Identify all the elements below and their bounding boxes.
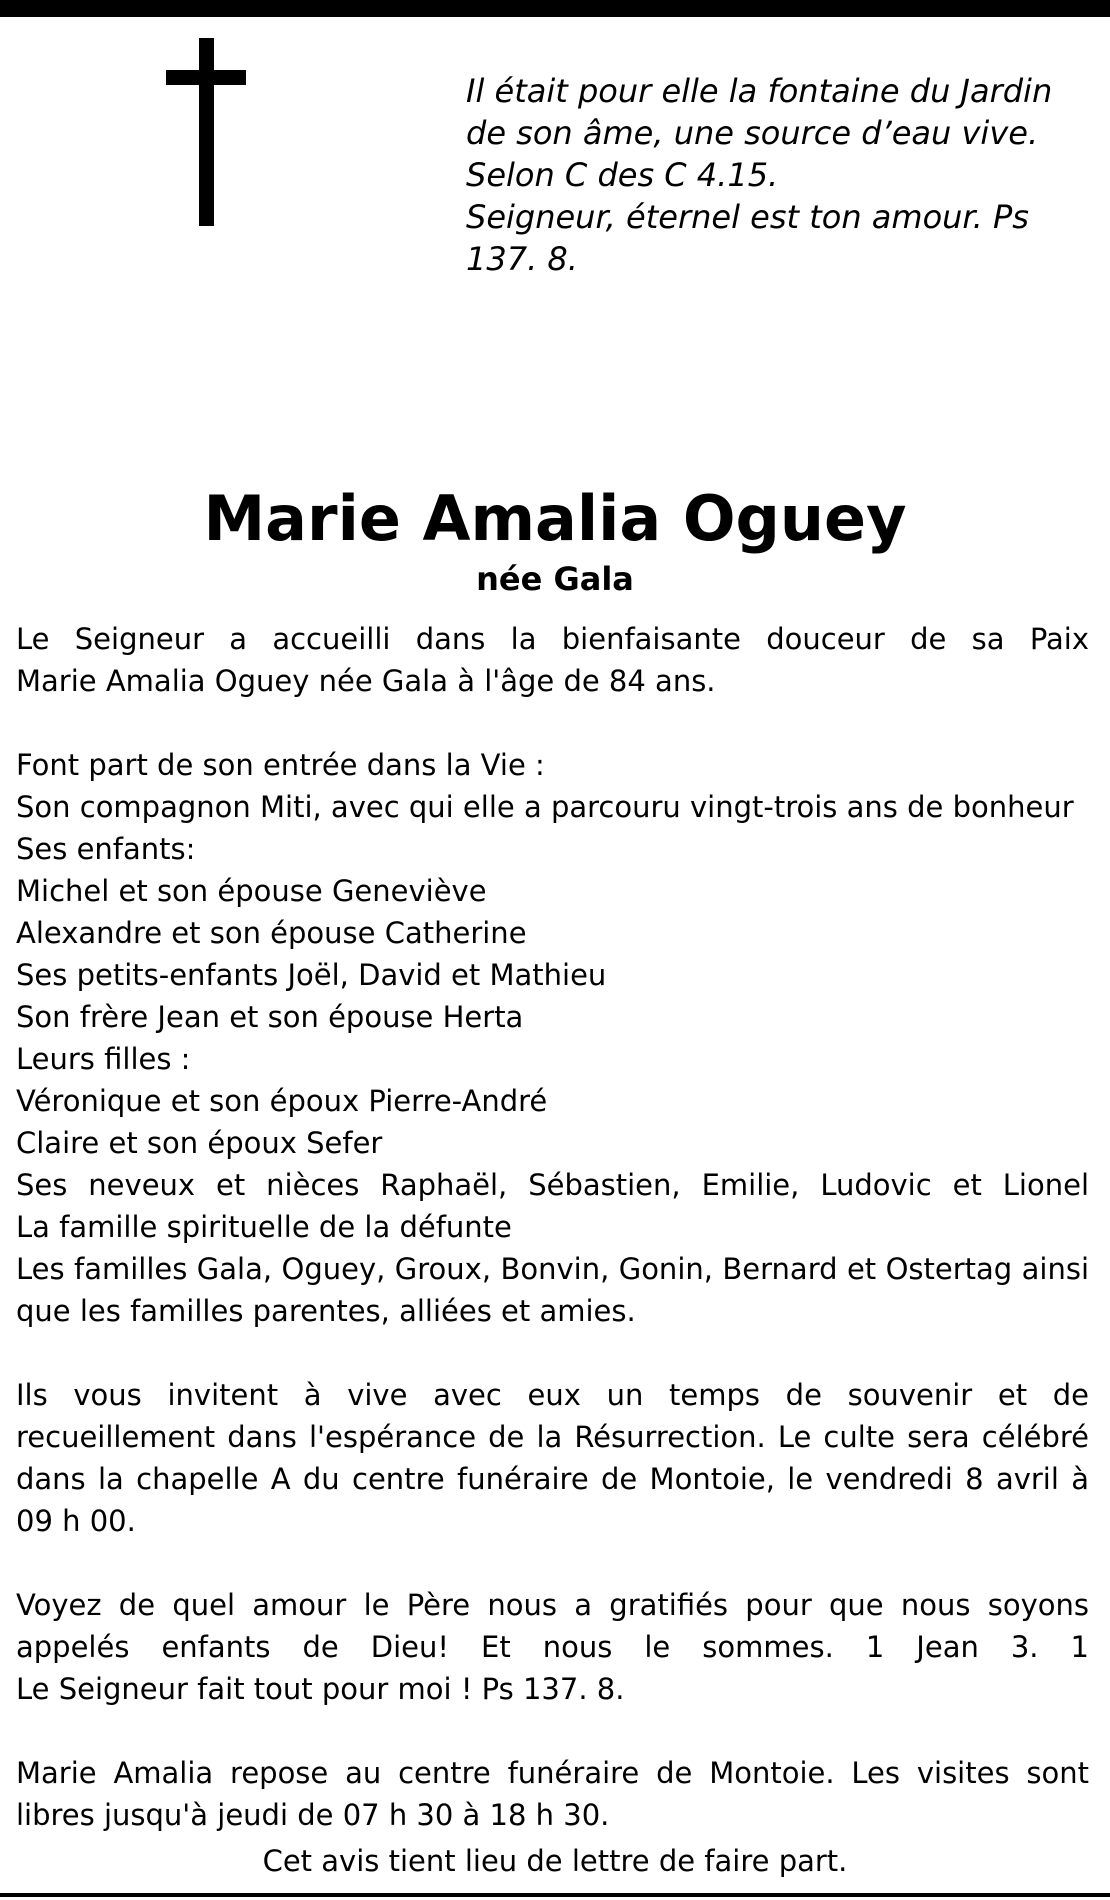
quote-line: Il était pour elle la fontaine du Jardin <box>466 72 1053 110</box>
body-line: que les familles parentes, alliées et amies. <box>16 1294 636 1328</box>
body-line: Les familles Gala, Oguey, Groux, Bonvin, Gonin, Bernard et Ostertag ainsi <box>16 1252 1089 1286</box>
epigraph-quote <box>466 70 1076 280</box>
quote-line: 137. 8. <box>466 240 578 278</box>
quote-line: Selon C des C 4.15. <box>466 156 779 194</box>
body-line: Claire et son époux Sefer <box>16 1126 383 1160</box>
deceased-name: Marie Amalia Oguey <box>203 482 907 555</box>
body-line: Marie Amalia Oguey née Gala à l'âge de 84 ans. <box>16 664 716 698</box>
body-line: Michel et son épouse Geneviève <box>16 874 487 908</box>
body-line: recueillement dans l'espérance de la Résurrection. Le culte sera célébré <box>16 1420 1089 1454</box>
body-line: Le Seigneur a accueilli dans la bienfaisante douceur de sa Paix <box>16 622 1089 656</box>
body-line: Ses petits-enfants Joël, David et Mathieu <box>16 958 607 992</box>
body-line: Voyez de quel amour le Père nous a gratifiés pour que nous soyons <box>16 1588 1089 1622</box>
top-border-rule <box>0 0 1110 17</box>
bottom-border-rule <box>0 1893 1110 1897</box>
notice-body <box>16 618 1089 1836</box>
maiden-name: née Gala <box>476 560 634 598</box>
body-line: Ses neveux et nièces Raphaël, Sébastien, Emilie, Ludovic et Lionel <box>16 1168 1089 1202</box>
body-line: La famille spirituelle de la défunte <box>16 1210 512 1244</box>
body-line: libres jusqu'à jeudi de 07 h 30 à 18 h 30. <box>16 1798 610 1832</box>
body-line: Ses enfants: <box>16 832 196 866</box>
body-line: Font part de son entrée dans la Vie : <box>16 748 545 782</box>
body-line: 09 h 00. <box>16 1504 136 1538</box>
quote-line: Seigneur, éternel est ton amour. Ps <box>466 198 1029 236</box>
body-line: Son compagnon Miti, avec qui elle a parcouru vingt-trois ans de bonheur <box>16 790 1074 824</box>
cross-icon <box>166 38 246 226</box>
closing-note: Cet avis tient lieu de lettre de faire part. <box>262 1844 848 1878</box>
body-line: Leurs filles : <box>16 1042 191 1076</box>
body-line: Alexandre et son épouse Catherine <box>16 916 527 950</box>
body-line: Ils vous invitent à vive avec eux un temps de souvenir et de <box>16 1378 1089 1412</box>
body-line: Le Seigneur fait tout pour moi ! Ps 137. 8. <box>16 1672 625 1706</box>
body-line: Son frère Jean et son épouse Herta <box>16 1000 524 1034</box>
quote-line: de son âme, une source d’eau vive. <box>466 114 1039 152</box>
body-line: dans la chapelle A du centre funéraire de Montoie, le vendredi 8 avril à <box>16 1462 1089 1496</box>
body-line: Véronique et son époux Pierre-André <box>16 1084 548 1118</box>
body-line: Marie Amalia repose au centre funéraire de Montoie. Les visites sont <box>16 1756 1089 1790</box>
body-line: appelés enfants de Dieu! Et nous le sommes. 1 Jean 3. 1 <box>16 1630 1089 1664</box>
